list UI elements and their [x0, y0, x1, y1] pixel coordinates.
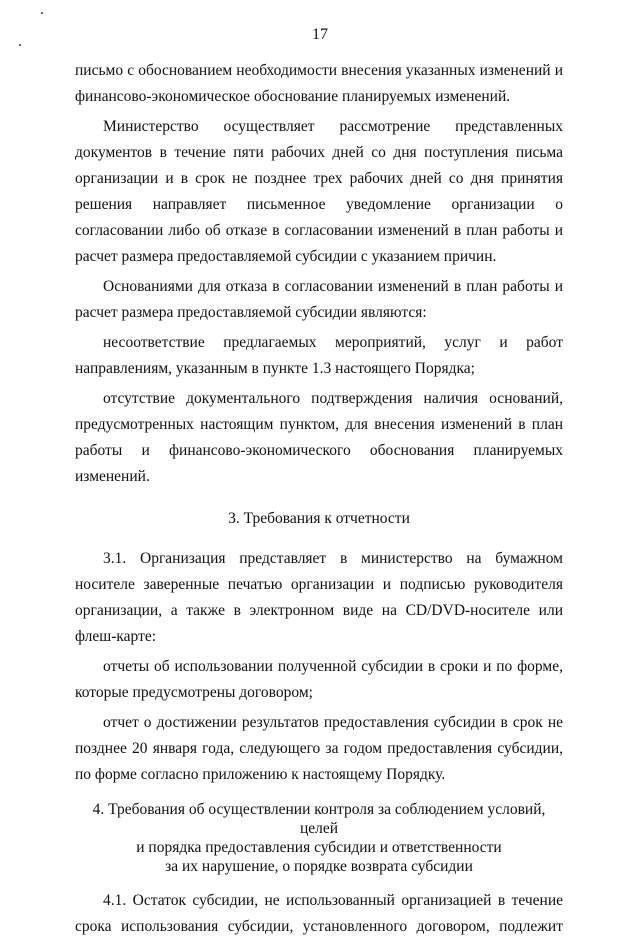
list-item: несоответствие предлагаемых мероприятий, услуг и работ направлениям, указанным в пункте 1.3 настоящего Порядка;	[75, 334, 563, 377]
paragraph: 4.1. Остаток субсидии, не использованный организацией в течение срока использования субсидии, установленного договором, подлежит	[75, 892, 563, 935]
document-body	[75, 58, 563, 940]
list-item: отчет о достижении результатов предоставления субсидии в срок не позднее 20 января года, следующего за годом предоставления субсидии, по форме согласно приложению к настоящему Порядку.	[75, 714, 563, 783]
section-heading-line: за их нарушение, о порядке возврата субсидии	[165, 858, 473, 875]
section-heading	[75, 800, 563, 876]
section-heading: 3. Требования к отчетности	[228, 510, 410, 527]
paragraph: Министерство осуществляет рассмотрение представленных документов в течение пяти рабочих дней со дня поступления письма организации и в срок не позднее трех рабочих дней со дня принятия решения направляет письменное уведомление организации о согласовании либо об отказе в согласовании изменений в план работы и расчет размера предоставляемой субсидии с указанием причин.	[75, 118, 563, 265]
paragraph: Основаниями для отказа в согласовании изменений в план работы и расчет размера предоставляемой субсидии являются:	[75, 278, 563, 321]
section-heading-line: 4. Требования об осуществлении контроля за соблюдением условий, целей	[92, 801, 546, 837]
paragraph-line: письмо с обоснованием необходимости внесения указанных изменений и	[75, 62, 563, 79]
scan-speck	[41, 12, 43, 14]
page-number: 17	[312, 26, 328, 43]
list-item: отчеты об использовании полученной субсидии в сроки и по форме, которые предусмотрены договором;	[75, 658, 563, 701]
section-heading-line: и порядка предоставления субсидии и ответственности	[136, 839, 502, 856]
paragraph: 3.1. Организация представляет в министерство на бумажном носителе заверенные печатью организации и подписью руководителя организации, а также в электронном виде на CD/DVD-носителе или флеш-карте:	[75, 550, 563, 645]
list-item: отсутствие документального подтверждения наличия оснований, предусмотренных настоящим пунктом, для внесения изменений в план работы и финансово-экономического обоснования планируемых изменений.	[75, 390, 563, 485]
paragraph-line: финансово-экономическое обоснование планируемых изменений.	[75, 88, 511, 105]
scan-speck	[19, 44, 21, 46]
